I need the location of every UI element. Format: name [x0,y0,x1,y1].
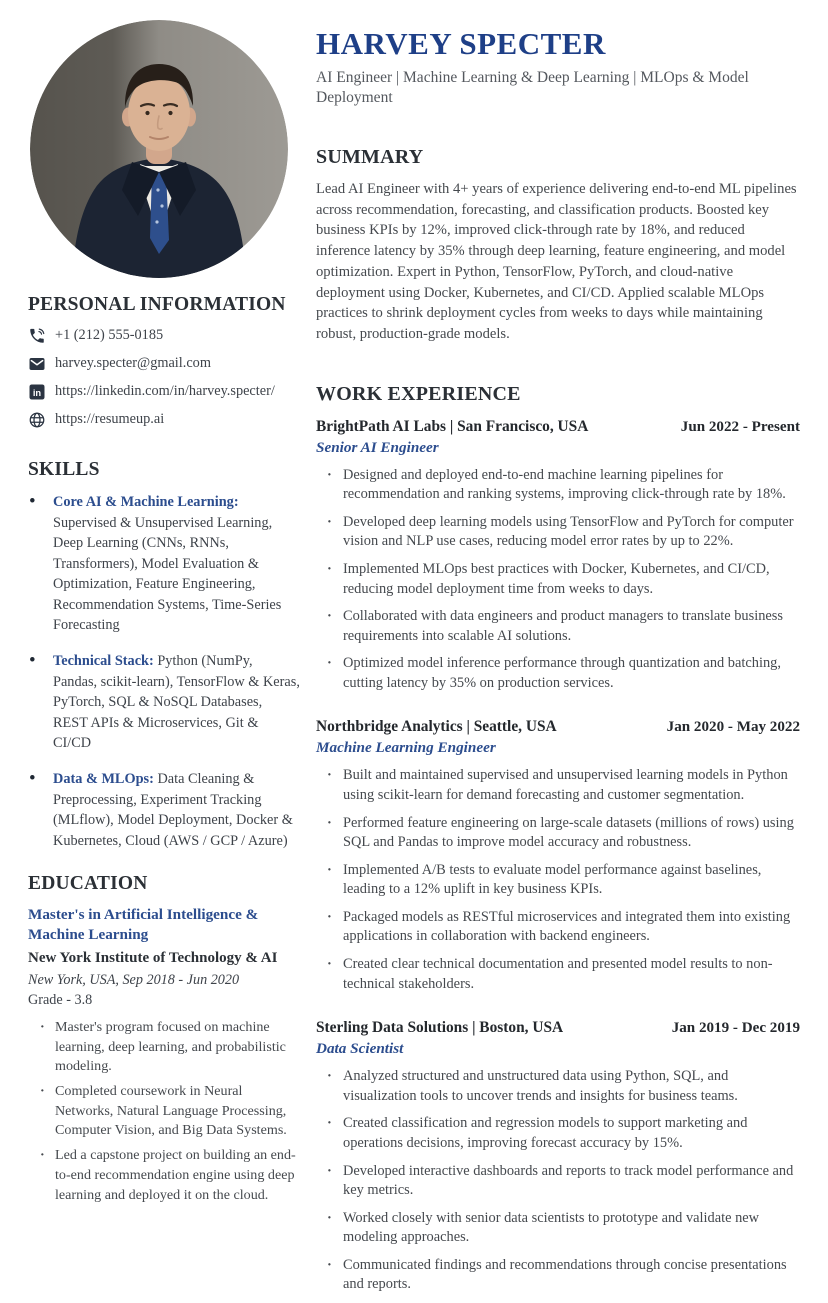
education-heading: EDUCATION [28,873,148,895]
profile-photo-illustration [30,20,288,278]
job-bullet: · Developed interactive dashboards and reports to track model performance and key metrics. [316,1162,800,1201]
job-bullet-list [316,1067,800,1295]
job-bullet-list [316,766,800,994]
candidate-name: HARVEY SPECTER [316,26,606,61]
education-bullet: · Led a capstone project on building an end-to-end recommendation engine using deep learning and deployed it on the cloud. [28,1146,300,1205]
profile-photo [30,20,288,278]
job-bullet: · Created classification and regression models to support marketing and operations decisions, improving forecast accuracy by 15%. [316,1114,800,1153]
job-company: Sterling Data Solutions | Boston, USA [316,1019,564,1037]
job-company: BrightPath AI Labs | San Francisco, USA [316,417,589,435]
education-school: New York Institute of Technology & AI [28,950,278,967]
svg-text:in: in [32,387,42,398]
contact-item-website[interactable] [28,410,300,429]
job-bullet: · Developed deep learning models using TensorFlow and PyTorch for computer vision and NLP use cases, reducing model error rates by up to 22%. [316,513,800,552]
job-role: Machine Learning Engineer [316,739,496,757]
education-degree: Master's in Artificial Intelligence & Machine Learning [28,906,259,944]
contact-list [28,326,300,429]
phone-value: +1 (212) 555-0185 [55,327,164,343]
job-company: Northbridge Analytics | Seattle, USA [316,718,557,736]
skill-text: Supervised & Unsupervised Learning, Deep Learning (CNNs, RNNs, Transformers), Model Evaluation & Optimization, Feature Engineering, Recommendation Systems, Time-Series Forecasting [53,514,282,634]
skills-list [28,492,300,851]
job-dates: Jan 2020 - May 2022 [666,719,800,736]
job-bullet-list [316,466,800,694]
skill-text: Python (NumPy, Pandas, scikit-learn), TensorFlow & Keras, PyTorch, SQL & NoSQL Databases, REST APIs & Microservices, Git & CI/CD [53,653,300,752]
skill-label: Core AI & Machine Learning: [53,494,239,510]
job-northbridge [316,718,800,994]
job-bullet: · Created clear technical documentation and presented model results to non-technical stakeholders. [316,955,800,994]
job-bullet: · Collaborated with data engineers and product managers to translate business requirements into scalable AI solutions. [316,607,800,646]
job-dates: Jan 2019 - Dec 2019 [671,1020,800,1037]
job-bullet: · Performed feature engineering on large-scale datasets (millions of rows) using SQL and Pandas to improve model accuracy and robustness. [316,814,800,853]
phone-icon [28,327,46,345]
website-value: https://resumeup.ai [55,411,165,427]
summary-heading: SUMMARY [316,145,424,168]
job-dates: Jun 2022 - Present [680,418,800,435]
contact-item-email[interactable] [28,354,300,373]
job-bullet: · Optimized model inference performance through quantization and batching, cutting latency by 35% on production services. [316,654,800,693]
work-experience-heading: WORK EXPERIENCE [316,382,521,405]
main-content [316,18,800,1303]
contact-item-phone[interactable] [28,326,300,345]
skills-heading: SKILLS [28,459,100,480]
education-bullets [28,1018,300,1205]
job-bullet: · Designed and deployed end-to-end machine learning pipelines for recommendation and ranking systems, improving click-through rate by 18%. [316,466,800,505]
job-bullet: · Implemented MLOps best practices with Docker, Kubernetes, and CI/CD, reducing model deployment time from weeks to days. [316,560,800,599]
job-bullet: · Built and maintained supervised and unsupervised learning models in Python using scikit-learn for demand forecasting and customer segmentation. [316,766,800,805]
education-location-dates: New York, USA, Sep 2018 - Jun 2020 [28,971,240,988]
contact-item-linkedin[interactable] [28,382,300,401]
job-bullet: · Implemented A/B tests to evaluate model performance against baselines, leading to a 12% uplift in key business KPIs. [316,861,800,900]
skill-label: Technical Stack: [53,653,154,670]
job-header [316,418,800,436]
job-brightpath [316,418,800,694]
job-header [316,718,800,736]
personal-info-heading: PERSONAL INFORMATION [28,294,286,315]
skill-item-core-ai [28,492,300,636]
job-header [316,1019,800,1037]
job-bullet: · Worked closely with senior data scientists to prototype and validate new modeling approaches. [316,1209,800,1248]
education-bullet: · Master's program focused on machine learning, deep learning, and probabilistic modeling. [28,1018,300,1077]
skill-label: Data & MLOps: [53,770,154,787]
education-bullet: · Completed coursework in Neural Networks, Natural Language Processing, Computer Vision, and Big Data Systems. [28,1082,300,1141]
job-role: Senior AI Engineer [316,438,439,456]
skill-item-technical-stack [28,651,300,754]
linkedin-icon [28,383,46,401]
email-value: harvey.specter@gmail.com [55,355,211,371]
job-sterling [316,1019,800,1295]
globe-icon [28,411,46,429]
job-bullet: · Communicated findings and recommendations through concise presentations and reports. [316,1256,800,1295]
email-icon [28,355,46,373]
job-bullet: · Packaged models as RESTful microservices and integrated them into existing applications in collaboration with backend engineers. [316,908,800,947]
candidate-title: AI Engineer | Machine Learning & Deep Learning | MLOps & Model Deployment [316,69,749,107]
skill-item-data-mlops [28,769,300,851]
summary-text: Lead AI Engineer with 4+ years of experience delivering end-to-end ML pipelines across recommendation, forecasting, and classification products. Boosted key business KPIs by 12%, improved click-through rate by 18%, and reduced inference latency by 35% through deep learning, feature engineering, and model optimization. Expert in Python, TensorFlow, PyTorch, and cloud-native deployment using Docker, Kubernetes, and CI/CD. Applied scalable MLOps practices to shrink deployment cycles from weeks to days while maintaining robust, production-grade models. [316,180,797,342]
sidebar [28,18,300,1303]
job-bullet: · Analyzed structured and unstructured data using Python, SQL, and visualization tools to uncover trends and insights for business teams. [316,1067,800,1106]
linkedin-value: https://linkedin.com/in/harvey.specter/ [55,383,275,399]
skill-text: Data Cleaning & Preprocessing, Experiment Tracking (MLflow), Model Deployment, Docker & Kubernetes, Cloud (AWS / GCP / Azure) [53,770,293,849]
job-role: Data Scientist [316,1040,404,1058]
education-grade: Grade - 3.8 [28,991,93,1008]
